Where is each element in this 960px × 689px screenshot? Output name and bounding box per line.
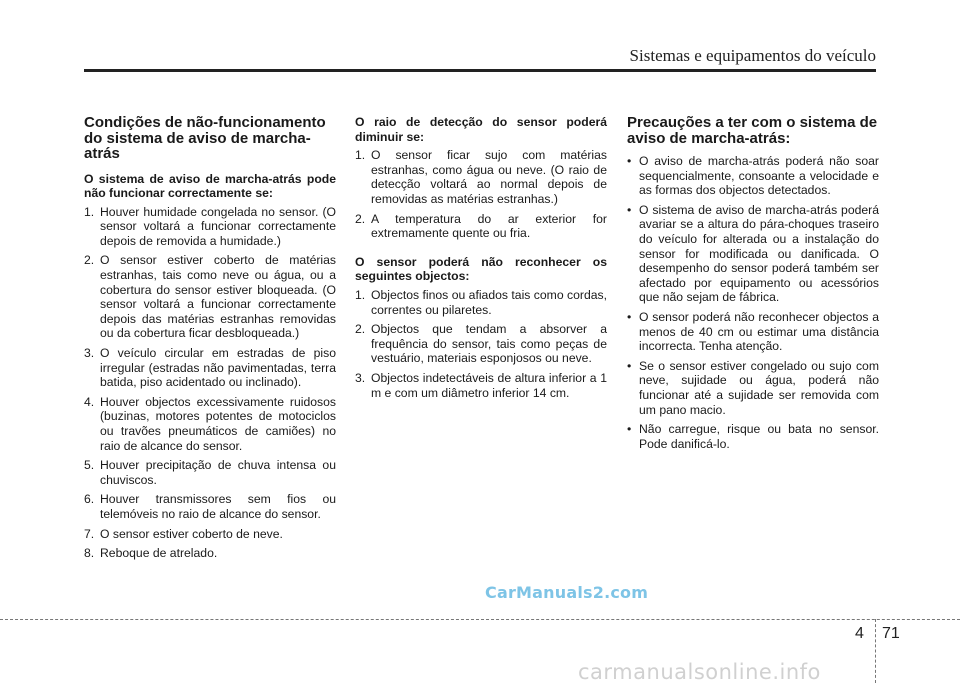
item-text: O sistema de aviso de marcha-atrás poderá avariar se a altura do pára-choques traseiro do veículo for alterada ou a instalação do sensor for modificada ou danificada. O desempenho do sensor poderá também ser afectado por equipamento ou acessórios que não sejam de fábrica. (639, 202, 879, 305)
column-3 (627, 115, 879, 465)
item-text: O sensor estiver coberto de matérias estranhas, tais como neve ou água, ou a cobertura do sensor estiver bloqueada. (O sensor voltará a funcionar correctamente depois das matérias estranhas removidas ou da cobertura ficar desbloqueada.) (100, 253, 336, 341)
heading-precautions: Precauções a ter com o sistema de aviso de marcha-atrás: (627, 114, 878, 147)
column-2 (355, 115, 607, 414)
page-number: 71 (882, 625, 900, 642)
bullet-item (627, 359, 879, 417)
item-number: 2. (355, 322, 366, 337)
item-text: Se o sensor estiver congelado ou sujo com neve, sujidade ou água, poderá não funcionar até a sujidade ser removida com um pano macio. (639, 358, 879, 417)
list-item (84, 458, 336, 487)
item-text: O veículo circular em estradas de piso irregular (estradas não pavimentadas, terra batida, piso acidentado ou inclinado). (100, 346, 336, 390)
item-text: A temperatura do ar exterior for extremamente quente ou fria. (371, 211, 607, 241)
list-item (84, 253, 336, 341)
item-text: Objectos finos ou afiados tais como cordas, correntes ou pilaretes. (371, 287, 607, 317)
item-text: O sensor ficar sujo com matérias estranhas, como água ou neve. (O raio de detecção voltará ao normal depois de removidas as matérias estranhas.) (371, 148, 607, 206)
item-number: 7. (84, 526, 95, 541)
range-list (355, 148, 607, 241)
item-number: 2. (84, 253, 95, 268)
bullet-icon: • (627, 422, 632, 437)
bullet-icon: • (627, 202, 632, 217)
bullet-item (627, 422, 879, 451)
item-text: Houver objectos excessivamente ruidosos (buzinas, motores potentes de motociclos ou travões pneumáticos de camiões) no raio de alcance do sensor. (100, 394, 336, 453)
list-item (84, 527, 336, 542)
heading-non-operation: Condições de não-funcionamento do sistema de aviso de marcha-atrás (84, 114, 326, 162)
item-number: 1. (355, 287, 366, 302)
subheading-range: O raio de detecção do sensor poderá diminuir se: (355, 115, 607, 144)
item-text: O sensor estiver coberto de neve. (100, 526, 283, 541)
watermark-link[interactable]: CarManuals2.com (485, 583, 649, 602)
item-text: Objectos que tendam a absorver a frequência do sensor, tais como peças de vestuário, materiais esponjosos ou neve. (371, 322, 607, 366)
chapter-number: 4 (855, 625, 864, 642)
section-title: Sistemas e equipamentos do veículo (629, 46, 876, 65)
list-item (84, 205, 336, 249)
item-text: O aviso de marcha-atrás poderá não soar sequencialmente, consoante a velocidade e as formas dos objectos detectados. (639, 154, 879, 198)
subheading-conditions: O sistema de aviso de marcha-atrás pode não funcionar correctamente se: (84, 171, 336, 201)
bullet-item (627, 203, 879, 305)
list-item (84, 492, 336, 521)
item-text: Não carregue, risque ou bata no sensor. Pode danificá-lo. (639, 422, 879, 451)
list-item (355, 212, 607, 241)
list-item (84, 546, 336, 561)
footer-rule (0, 619, 960, 620)
item-text: O sensor poderá não reconhecer objectos a menos de 40 cm ou estimar uma distância incorrecta. Tenha atenção. (639, 309, 879, 354)
objects-list (355, 288, 607, 400)
bullet-icon: • (627, 154, 632, 168)
item-number: 6. (84, 492, 95, 507)
item-text: Houver humidade congelada no sensor. (O sensor voltará a funcionar correctamente depois de removida a humidade.) (100, 204, 336, 248)
bullet-item (627, 310, 879, 354)
item-text: Houver transmissores sem fios ou telemóveis no raio de alcance do sensor. (100, 492, 336, 521)
site-watermark: carmanualsonline.info (578, 660, 821, 684)
bullet-icon: • (627, 309, 632, 324)
item-number: 1. (355, 148, 366, 163)
item-number: 5. (84, 458, 95, 473)
list-item (84, 346, 336, 390)
item-number: 1. (84, 204, 95, 219)
bullet-icon: • (627, 358, 632, 373)
conditions-list (84, 205, 336, 561)
item-text: Objectos indetectáveis de altura inferior a 1 m e com um diâmetro inferior 14 cm. (371, 370, 607, 400)
list-item (355, 148, 607, 206)
list-item (355, 322, 607, 366)
item-number: 8. (84, 546, 95, 561)
item-number: 4. (84, 394, 95, 409)
list-item (355, 371, 607, 400)
list-item (355, 288, 607, 317)
item-number: 3. (355, 370, 366, 385)
subheading-objects: O sensor poderá não reconhecer os seguintes objectos: (355, 254, 607, 284)
page-number-divider (875, 619, 876, 683)
item-number: 3. (84, 346, 95, 361)
item-text: Houver precipitação de chuva intensa ou chuviscos. (100, 458, 336, 487)
list-item (84, 395, 336, 453)
bullet-item (627, 154, 879, 198)
item-number: 2. (355, 211, 366, 226)
item-text: Reboque de atrelado. (100, 546, 218, 561)
precautions-list (627, 154, 879, 451)
header-rule (84, 69, 876, 72)
column-1 (84, 115, 336, 575)
